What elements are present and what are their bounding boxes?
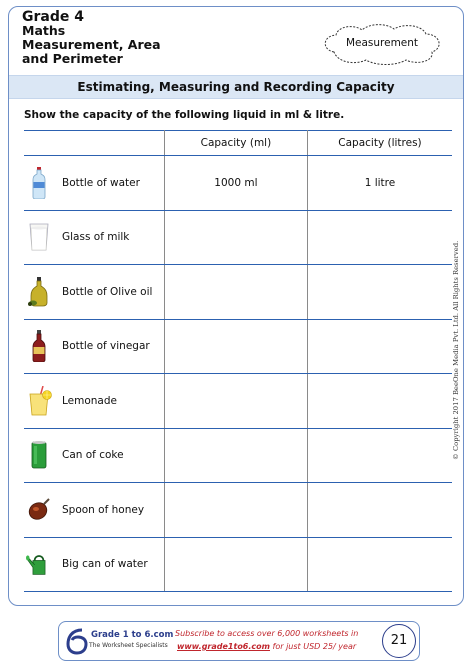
answer-litres-cell xyxy=(307,428,452,483)
table-row xyxy=(24,483,452,538)
topic-line-2: and Perimeter xyxy=(22,51,123,66)
item-name: Bottle of water xyxy=(62,176,140,189)
subject-label: Maths xyxy=(22,23,66,38)
table-header-row xyxy=(24,131,452,156)
worksheet-title: Estimating, Measuring and Recording Capacity xyxy=(9,75,463,99)
subscribe-text: Subscribe to access over 6,000 worksheets in xyxy=(175,629,359,638)
answer-ml-cell xyxy=(164,483,307,538)
header-capacity-litres: Capacity (litres) xyxy=(307,131,452,156)
olive-oil-bottle-icon xyxy=(26,276,52,308)
brand-tagline: The Worksheet Specialists xyxy=(89,642,168,649)
website-link[interactable]: www.grade1to6.com xyxy=(177,642,270,651)
table-row xyxy=(24,428,452,483)
answer-ml-cell xyxy=(164,374,307,429)
worksheet-header xyxy=(22,10,161,66)
header-capacity-ml: Capacity (ml) xyxy=(164,131,307,156)
water-bottle-icon xyxy=(26,167,52,199)
table-row xyxy=(24,210,452,265)
price-text: for just USD 25/ year xyxy=(270,642,357,651)
answer-litres-cell: 1 litre xyxy=(307,156,452,211)
answer-ml-cell xyxy=(164,265,307,320)
item-name: Big can of water xyxy=(62,558,148,571)
header-item xyxy=(24,131,164,156)
answer-litres-cell xyxy=(307,374,452,429)
capacity-table xyxy=(24,130,452,592)
table-row xyxy=(24,156,452,211)
subscribe-offer xyxy=(177,642,356,651)
answer-ml-cell xyxy=(164,537,307,592)
table-row xyxy=(24,537,452,592)
table-row xyxy=(24,319,452,374)
brand-logo-icon xyxy=(64,627,92,655)
badge-label: Measurement xyxy=(345,37,419,49)
item-name: Glass of milk xyxy=(62,231,130,244)
answer-litres-cell xyxy=(307,319,452,374)
answer-ml-cell xyxy=(164,319,307,374)
item-name: Spoon of honey xyxy=(62,503,145,516)
topic-badge xyxy=(320,22,444,66)
item-name: Can of coke xyxy=(62,449,124,462)
answer-ml-cell xyxy=(164,210,307,265)
item-name: Bottle of vinegar xyxy=(62,340,150,353)
lemonade-glass-icon xyxy=(26,385,52,417)
milk-glass-icon xyxy=(26,221,52,253)
answer-ml-cell xyxy=(164,428,307,483)
answer-litres-cell xyxy=(307,210,452,265)
watering-can-icon xyxy=(26,548,52,580)
table-row xyxy=(24,374,452,429)
answer-litres-cell xyxy=(307,265,452,320)
answer-litres-cell xyxy=(307,537,452,592)
footer-banner xyxy=(58,621,420,661)
copyright-notice: © Copyright 2017 BeeOne Media Pvt. Ltd. All Rights Reserved. xyxy=(452,240,460,460)
item-name: Bottle of Olive oil xyxy=(62,285,153,298)
grade-label: Grade 4 xyxy=(22,9,84,25)
table-row xyxy=(24,265,452,320)
item-name: Lemonade xyxy=(62,394,117,407)
brand-name: Grade 1 to 6.com xyxy=(91,630,174,640)
vinegar-bottle-icon xyxy=(26,330,52,362)
topic-line-1: Measurement, Area xyxy=(22,37,161,52)
coke-can-icon xyxy=(26,439,52,471)
answer-ml-cell: 1000 ml xyxy=(164,156,307,211)
answer-litres-cell xyxy=(307,483,452,538)
honey-spoon-icon xyxy=(26,494,52,526)
instruction-text: Show the capacity of the following liquid in ml & litre. xyxy=(24,109,345,121)
page-number: 21 xyxy=(382,624,416,658)
